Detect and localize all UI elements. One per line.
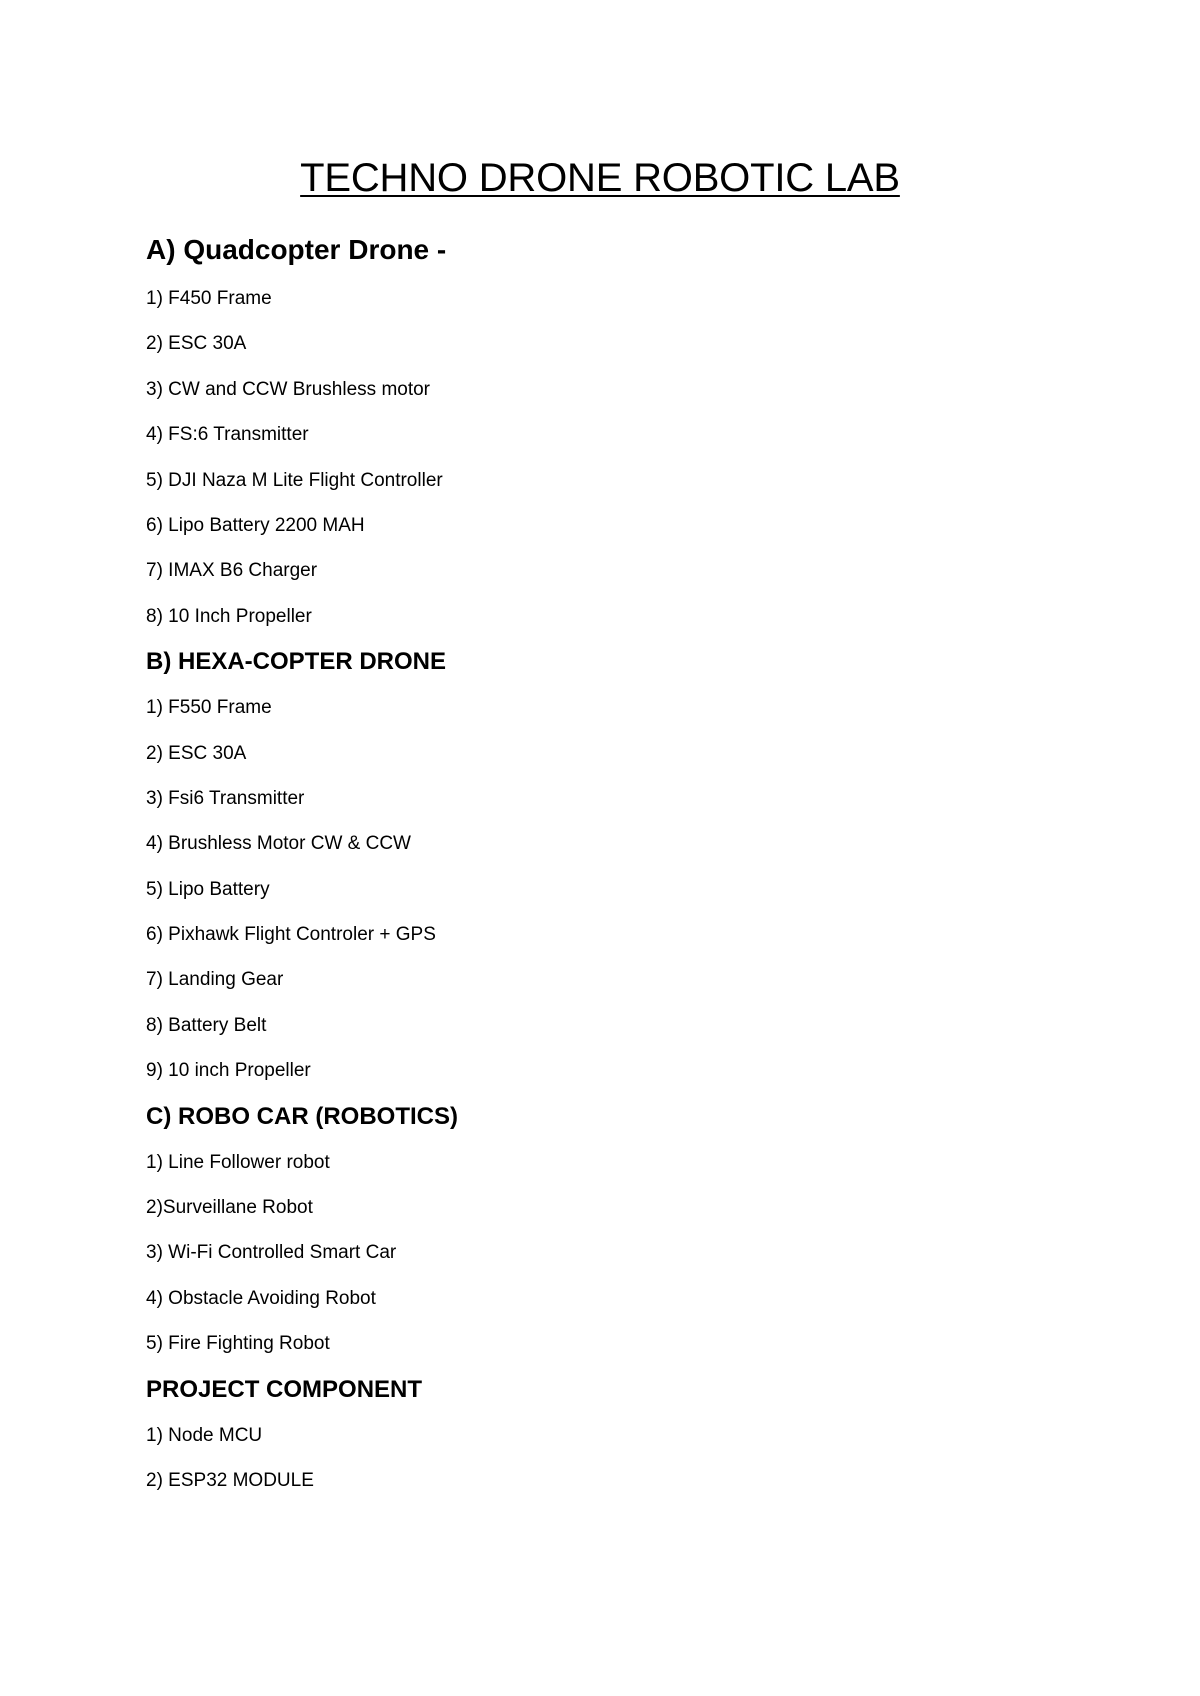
- document-body: [146, 224, 1106, 1503]
- document-title: [0, 150, 1200, 206]
- list-item: 7) Landing Gear: [146, 969, 284, 991]
- list-item: 3) Fsi6 Transmitter: [146, 787, 305, 809]
- section-quadcopter: [146, 224, 1106, 639]
- list-item: 8) 10 Inch Propeller: [146, 605, 312, 627]
- list-item: 3) CW and CCW Brushless motor: [146, 378, 431, 400]
- list-item: 2) ESC 30A: [146, 333, 247, 355]
- section-heading: C) ROBO CAR (ROBOTICS): [146, 1102, 458, 1130]
- list-item: 4) FS:6 Transmitter: [146, 424, 309, 446]
- section-robo-car: [146, 1094, 1106, 1367]
- document-title-text: TECHNO DRONE ROBOTIC LAB: [300, 156, 900, 200]
- list-item: 4) Brushless Motor CW & CCW: [146, 833, 411, 855]
- list-item: 9) 10 inch Propeller: [146, 1060, 311, 1082]
- section-heading: B) HEXA-COPTER DRONE: [146, 648, 447, 676]
- section-heading: A) Quadcopter Drone -: [146, 234, 447, 265]
- list-item: 2) ESC 30A: [146, 742, 247, 764]
- list-item: 1) Line Follower robot: [146, 1151, 330, 1173]
- list-item: 8) Battery Belt: [146, 1014, 267, 1036]
- list-item: 1) Node MCU: [146, 1424, 263, 1446]
- list-item: 7) IMAX B6 Charger: [146, 560, 318, 582]
- section-project-component: [146, 1367, 1106, 1504]
- list-item: 5) Fire Fighting Robot: [146, 1333, 330, 1355]
- list-item: 5) DJI Naza M Lite Flight Controller: [146, 469, 443, 491]
- list-item: 4) Obstacle Avoiding Robot: [146, 1287, 376, 1309]
- list-item: 2) ESP32 MODULE: [146, 1469, 314, 1491]
- list-item: 1) F450 Frame: [146, 288, 272, 309]
- list-item: 3) Wi-Fi Controlled Smart Car: [146, 1242, 397, 1264]
- list-item: 1) F550 Frame: [146, 697, 272, 719]
- section-heading: PROJECT COMPONENT: [146, 1375, 423, 1403]
- list-item: 6) Pixhawk Flight Controler + GPS: [146, 924, 436, 946]
- list-item: 2)Surveillane Robot: [146, 1197, 313, 1219]
- section-hexacopter: [146, 639, 1106, 1094]
- list-item: 5) Lipo Battery: [146, 878, 270, 900]
- list-item: 6) Lipo Battery 2200 MAH: [146, 514, 365, 536]
